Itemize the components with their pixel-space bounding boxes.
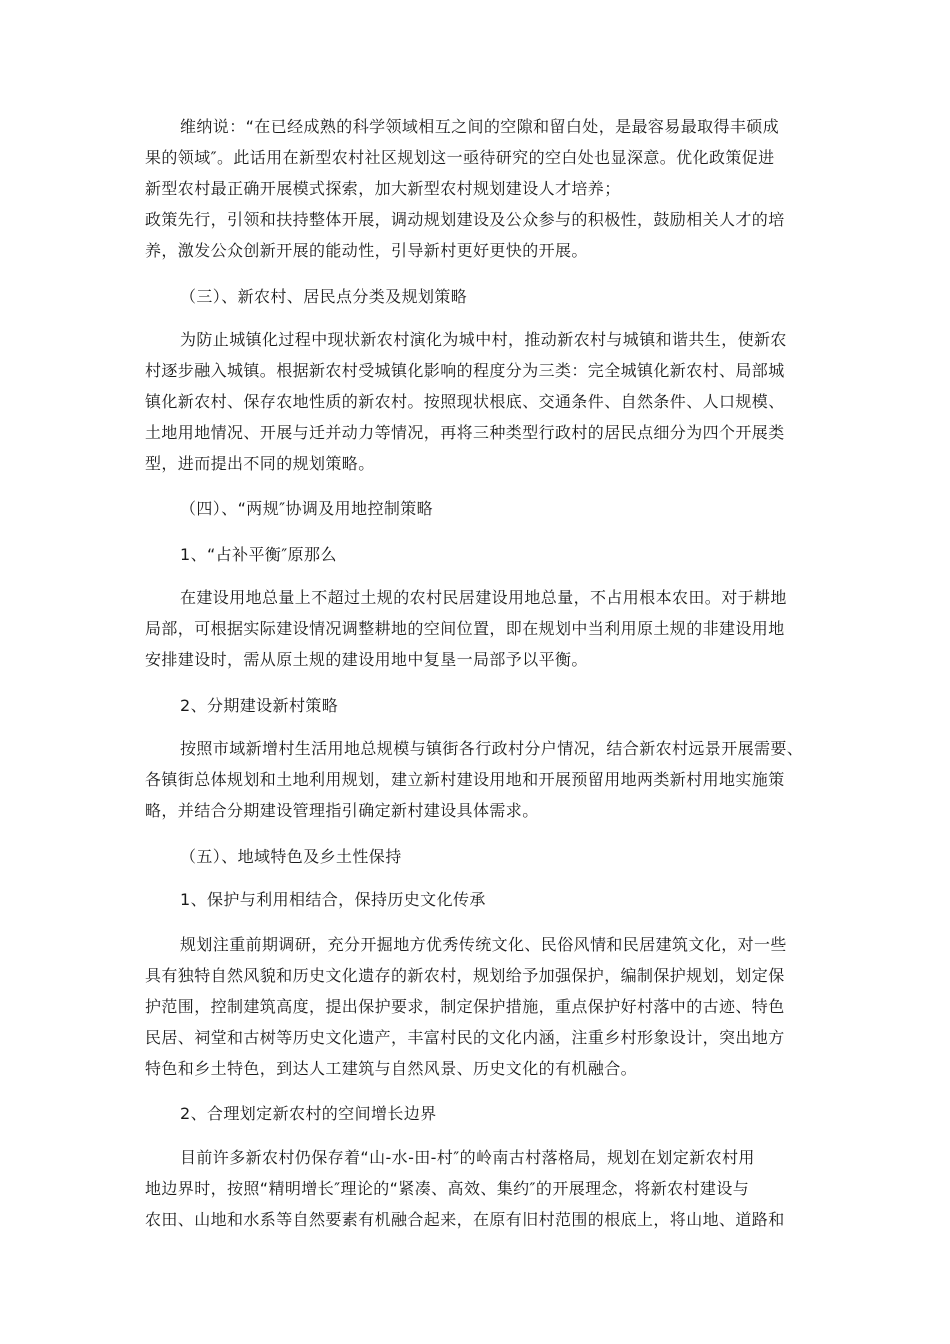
section-heading: （五）、地域特色及乡土性保持: [180, 847, 402, 866]
paragraph-line: 按照市域新增村生活用地总规模与镇街各行政村分户情况，结合新农村远景开展需要、: [180, 739, 804, 758]
paragraph-line: 护范围，控制建筑高度，提出保护要求，制定保护措施，重点保护好村落中的古迹、特色: [145, 997, 785, 1016]
paragraph-line: 局部，可根据实际建设情况调整耕地的空间位置，即在规划中当利用原土规的非建设用地: [145, 619, 785, 638]
paragraph-line: 民居、祠堂和古树等历史文化遗产，丰富村民的文化内涵，注重乡村形象设计，突出地方: [145, 1028, 785, 1047]
paragraph-line: 镇化新农村、保存农地性质的新农村。按照现状根底、交通条件、自然条件、人口规模、: [145, 392, 785, 411]
section-heading: （三）、新农村、居民点分类及规划策略: [180, 287, 468, 306]
paragraph-line: 目前许多新农村仍保存着“山-水-田-村″的岭南古村落格局，规划在划定新农村用: [180, 1148, 755, 1167]
paragraph-line: 各镇街总体规划和土地利用规划，建立新村建设用地和开展预留用地两类新村用地实施策: [145, 770, 785, 789]
paragraph-line: 土地用地情况、开展与迁并动力等情况，再将三种类型行政村的居民点细分为四个开展类: [145, 423, 785, 442]
paragraph-line: 具有独特自然风貌和历史文化遗存的新农村，规划给予加强保护，编制保护规划，划定保: [145, 966, 785, 985]
paragraph-line: 为防止城镇化过程中现状新农村演化为城中村，推动新农村与城镇和谐共生，使新农: [180, 330, 787, 349]
subsection-heading: 1、“占补平衡″原那么: [180, 545, 337, 564]
paragraph-line: 规划注重前期调研，充分开掘地方优秀传统文化、民俗风情和民居建筑文化，对一些: [180, 935, 787, 954]
section-heading: （四）、“两规″协调及用地控制策略: [180, 499, 434, 518]
paragraph-line: 型，进而提出不同的规划策略。: [145, 454, 375, 473]
subsection-heading: 1、保护与利用相结合，保持历史文化传承: [180, 890, 486, 909]
paragraph-line: 新型农村最正确开展模式探索，加大新型农村规划建设人才培养；: [145, 179, 621, 198]
paragraph-line: 特色和乡土特色，到达人工建筑与自然风景、历史文化的有机融合。: [145, 1059, 638, 1078]
paragraph-line: 村逐步融入城镇。根据新农村受城镇化影响的程度分为三类：完全城镇化新农村、局部城: [145, 361, 785, 380]
subsection-heading: 2、分期建设新村策略: [180, 696, 339, 715]
paragraph-line: 果的领域″。此话用在新型农村社区规划这一亟待研究的空白处也显深意。优化政策促进: [145, 148, 775, 167]
paragraph-line: 略，并结合分期建设管理指引确定新村建设具体需求。: [145, 801, 539, 820]
paragraph-line: 在建设用地总量上不超过土规的农村民居建设用地总量，不占用根本农田。对于耕地: [180, 588, 787, 607]
paragraph-line: 地边界时，按照“精明增长″理论的“紧凑、高效、集约″的开展理念，将新农村建设与: [145, 1179, 750, 1198]
subsection-heading: 2、合理划定新农村的空间增长边界: [180, 1104, 437, 1123]
paragraph-line: 政策先行，引领和扶持整体开展，调动规划建设及公众参与的积极性，鼓励相关人才的培: [145, 210, 785, 229]
paragraph-line: 安排建设时，需从原土规的建设用地中复垦一局部予以平衡。: [145, 650, 588, 669]
paragraph-line: 养，激发公众创新开展的能动性，引导新村更好更快的开展。: [145, 241, 588, 260]
paragraph-line: 维纳说：“在已经成熟的科学领域相互之间的空隙和留白处，是最容易最取得丰硕成: [180, 117, 780, 136]
paragraph-line: 农田、山地和水系等自然要素有机融合起来，在原有旧村范围的根底上，将山地、道路和: [145, 1210, 785, 1229]
